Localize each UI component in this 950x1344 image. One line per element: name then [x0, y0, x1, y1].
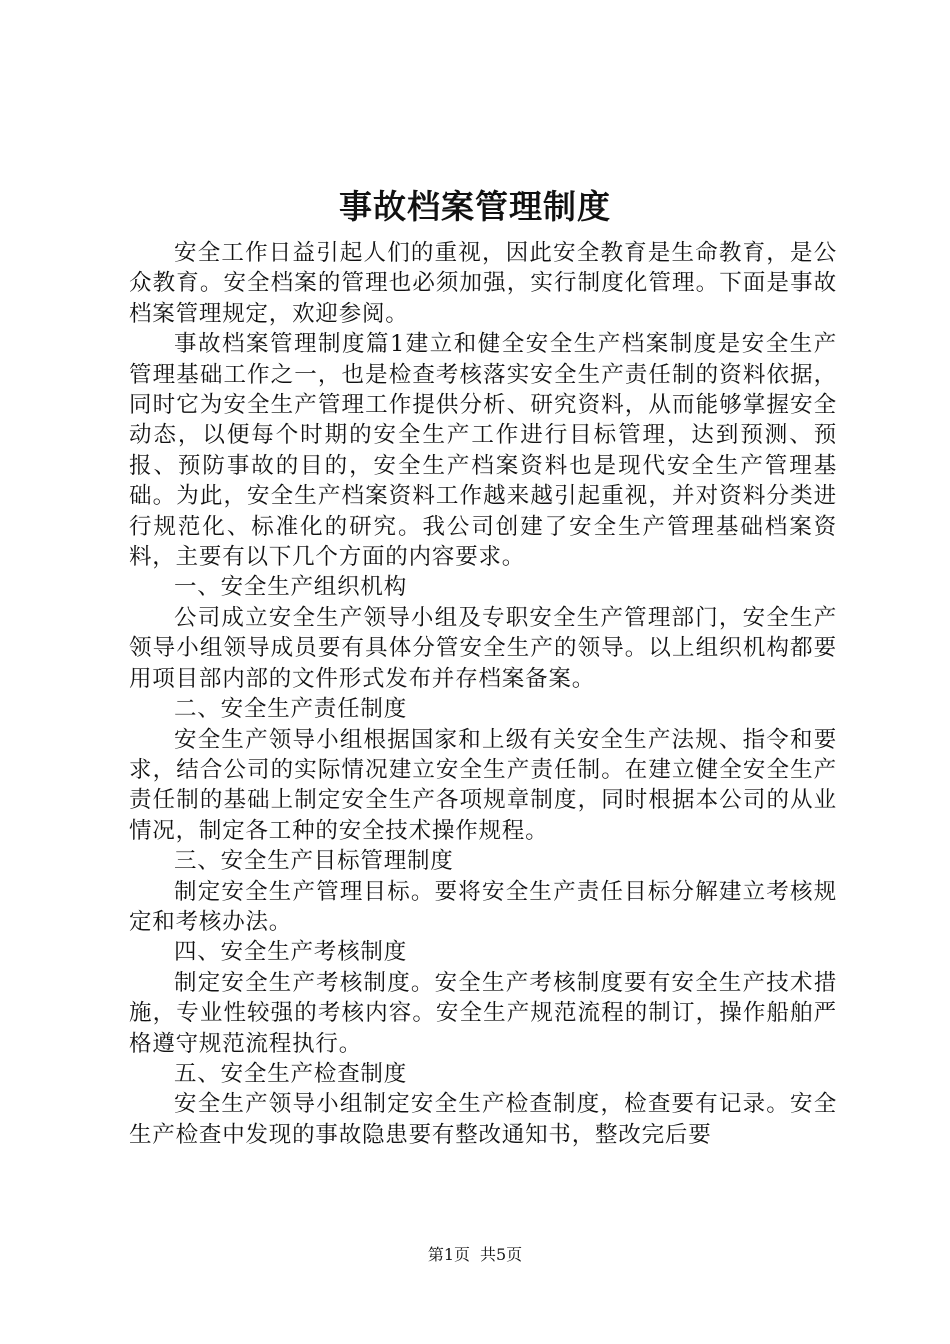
- body-paragraph: 安全生产领导小组制定安全生产检查制度，检查要有记录。安全生产检查中发现的事故隐患要有整改通知书，整改完后要: [129, 1091, 837, 1148]
- page-footer: [0, 1244, 950, 1266]
- page-number: 第1页: [427, 1245, 470, 1264]
- body-paragraph: 安全生产领导小组根据国家和上级有关安全生产法规、指令和要求，结合公司的实际情况建立安全生产责任制。在建立健全安全生产责任制的基础上制定安全生产各项规章制度，同时根据本公司的从业情况，制定各工种的安全技术操作规程。: [129, 726, 837, 844]
- document-title: 事故档案管理制度: [339, 187, 611, 226]
- page-total: 共5页: [480, 1245, 523, 1264]
- section-heading: 四、安全生产考核制度: [174, 939, 408, 966]
- section-heading: 三、安全生产目标管理制度: [174, 848, 454, 875]
- body-paragraph: 制定安全生产考核制度。安全生产考核制度要有安全生产技术措施，专业性较强的考核内容。安全生产规范流程的制订，操作船舶严格遵守规范流程执行。: [129, 969, 837, 1057]
- intro-paragraph: 安全工作日益引起人们的重视，因此安全教育是生命教育，是公众教育。安全档案的管理也必须加强，实行制度化管理。下面是事故档案管理规定，欢迎参阅。: [129, 240, 837, 327]
- document-body: [129, 238, 837, 1150]
- body-paragraph: 事故档案管理制度篇1建立和健全安全生产档案制度是安全生产管理基础工作之一，也是检查考核落实安全生产责任制的资料依据，同时它为安全生产管理工作提供分析、研究资料，从而能够掌握安全动态，以便每个时期的安全生产工作进行目标管理，达到预测、预报、预防事故的目的，安全生产档案资料也是现代安全生产管理基础。为此，安全生产档案资料工作越来越引起重视，并对资料分类进行规范化、标准化的研究。我公司创建了安全生产管理基础档案资料，主要有以下几个方面的内容要求。: [129, 331, 837, 571]
- section-heading: 二、安全生产责任制度: [174, 696, 408, 723]
- body-paragraph: 制定安全生产管理目标。要将安全生产责任目标分解建立考核规定和考核办法。: [129, 878, 837, 935]
- section-heading: 五、安全生产检查制度: [174, 1060, 408, 1087]
- body-paragraph: 公司成立安全生产领导小组及专职安全生产管理部门，安全生产领导小组领导成员要有具体分管安全生产的领导。以上组织机构都要用项目部内部的文件形式发布并存档案备案。: [129, 604, 837, 692]
- section-heading: 一、安全生产组织机构: [174, 574, 408, 601]
